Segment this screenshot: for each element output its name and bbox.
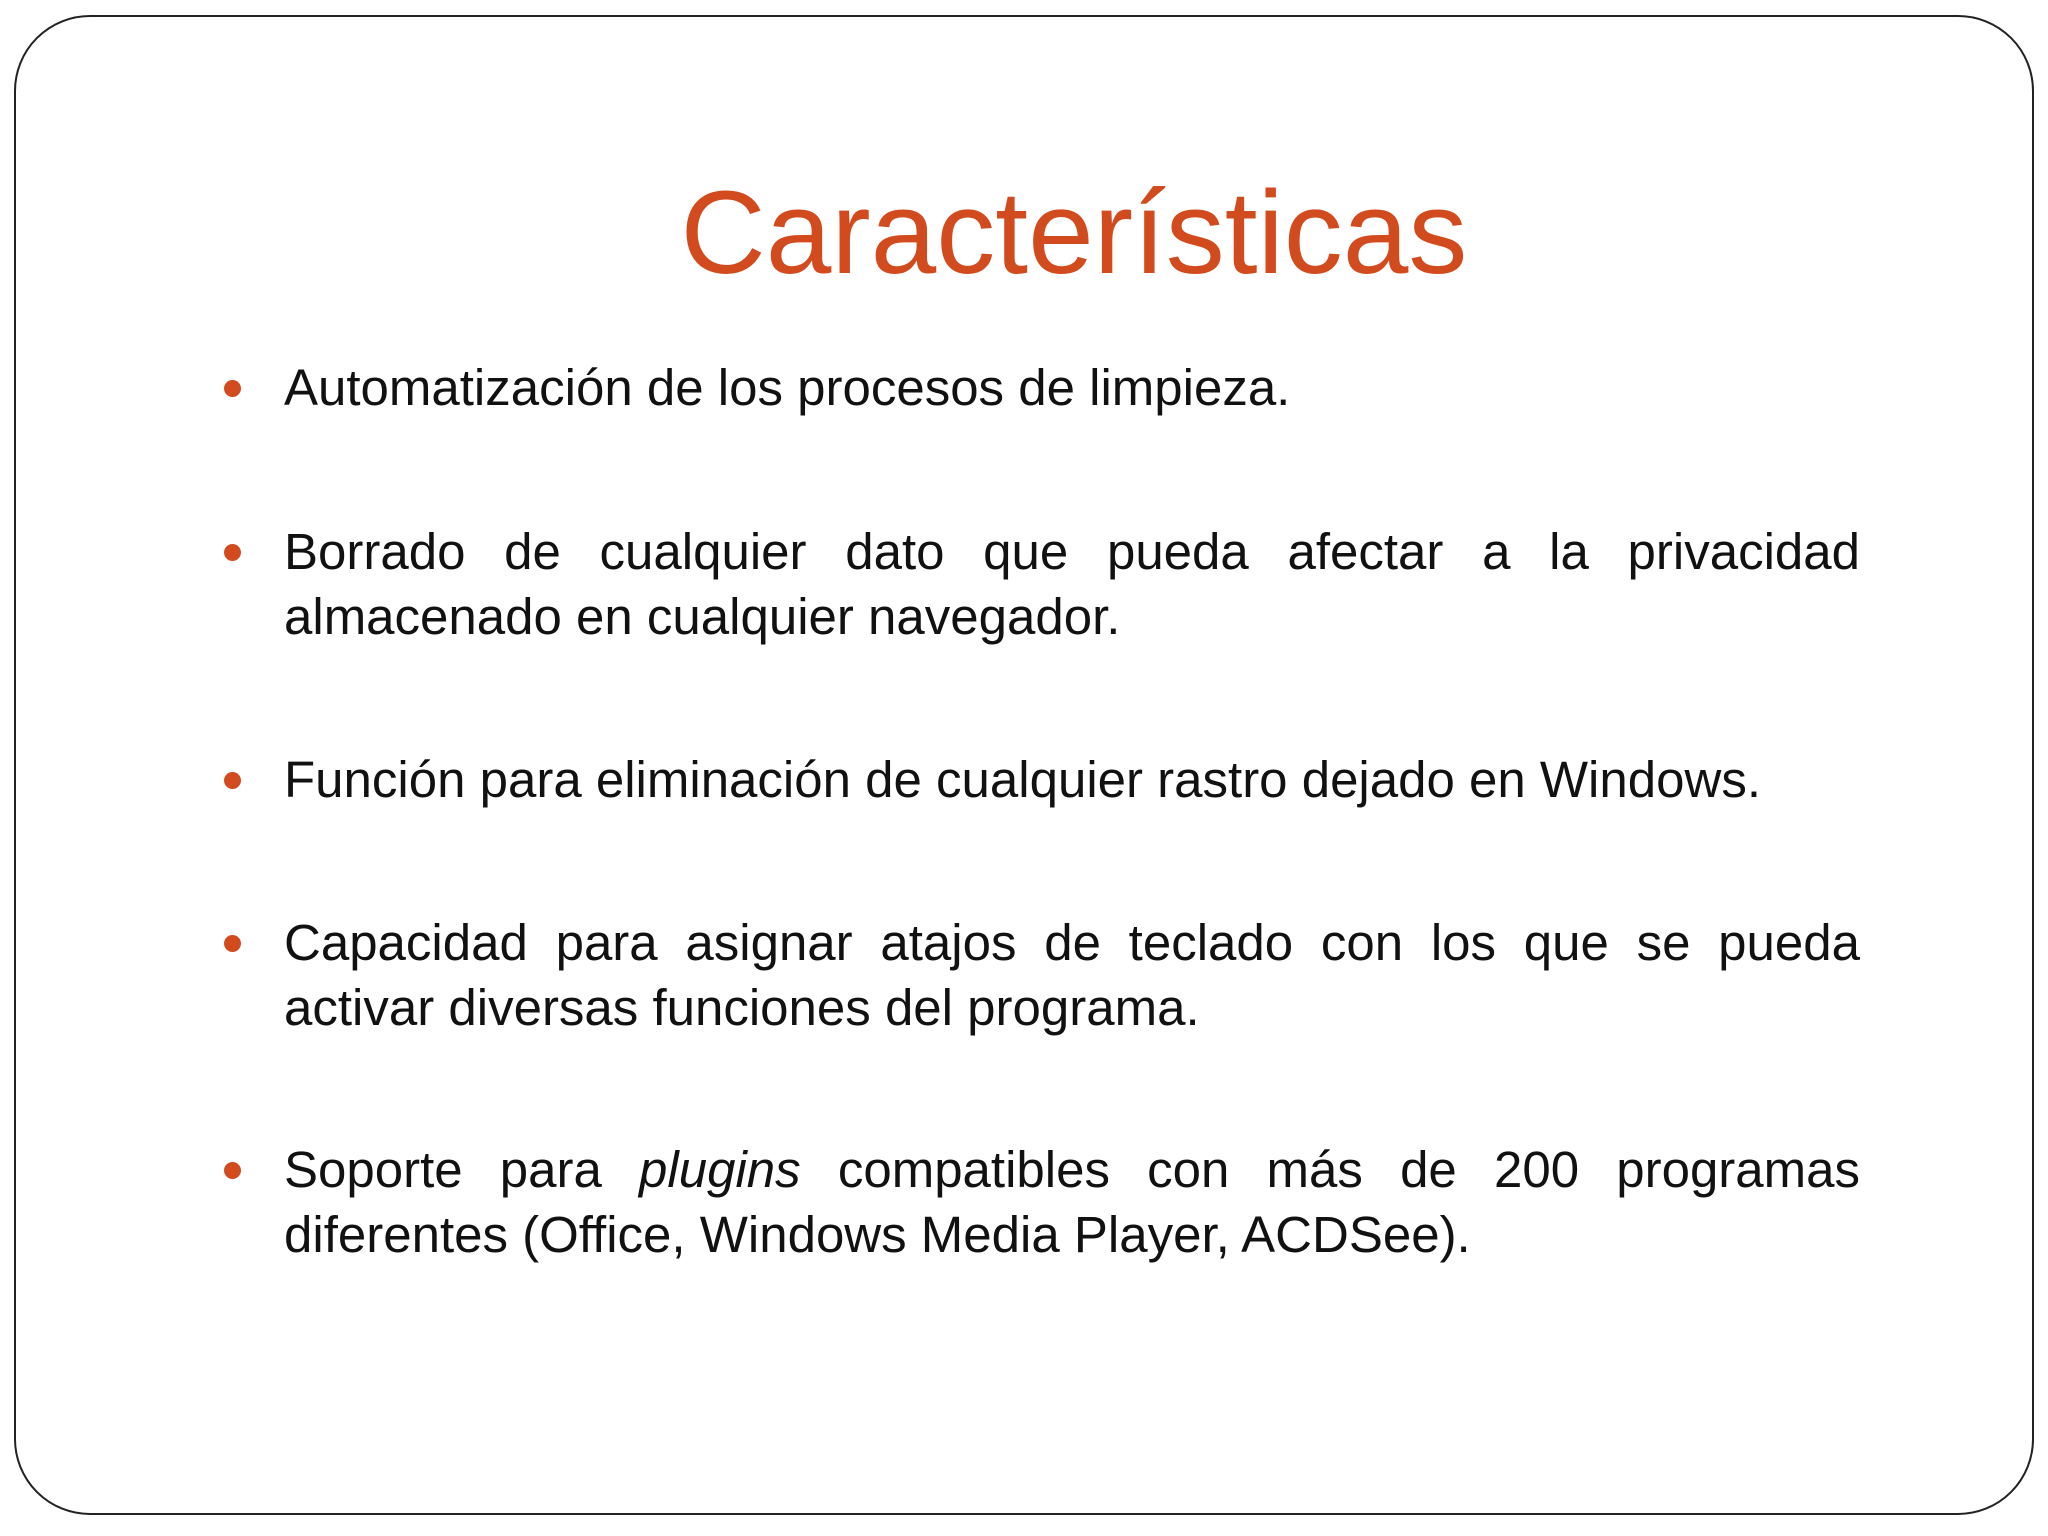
bullet-item xyxy=(284,1137,1860,1267)
bullet-text: Borrado de cualquier dato que pueda afectar a la privacidad almacenado en cualquier navegador. xyxy=(284,523,1860,645)
bullet-text: Función para eliminación de cualquier rastro dejado en Windows. xyxy=(284,751,1761,808)
bullet-item xyxy=(284,355,1860,420)
bullet-dot-icon xyxy=(224,935,241,952)
bullet-item xyxy=(284,910,1860,1040)
bullet-item xyxy=(284,747,1860,812)
bullet-text: Capacidad para asignar atajos de teclado con los que se pueda activar diversas funciones del programa. xyxy=(284,914,1860,1036)
slide-title: Características xyxy=(680,167,1468,299)
bullet-text: Automatización de los procesos de limpieza. xyxy=(284,359,1291,416)
bullet-list xyxy=(284,355,1860,1267)
bullet-dot-icon xyxy=(224,380,241,397)
bullet-text-after: compatibles con más de 200 programas diferentes (Office, Windows Media Player, ACDSee). xyxy=(284,1141,1860,1263)
bullet-text-before: Soporte para xyxy=(284,1141,640,1198)
bullet-text-italic: plugins xyxy=(639,1141,801,1198)
bullet-dot-icon xyxy=(224,772,241,789)
bullet-dot-icon xyxy=(224,1162,241,1179)
bullet-item xyxy=(284,519,1860,649)
bullet-dot-icon xyxy=(224,544,241,561)
